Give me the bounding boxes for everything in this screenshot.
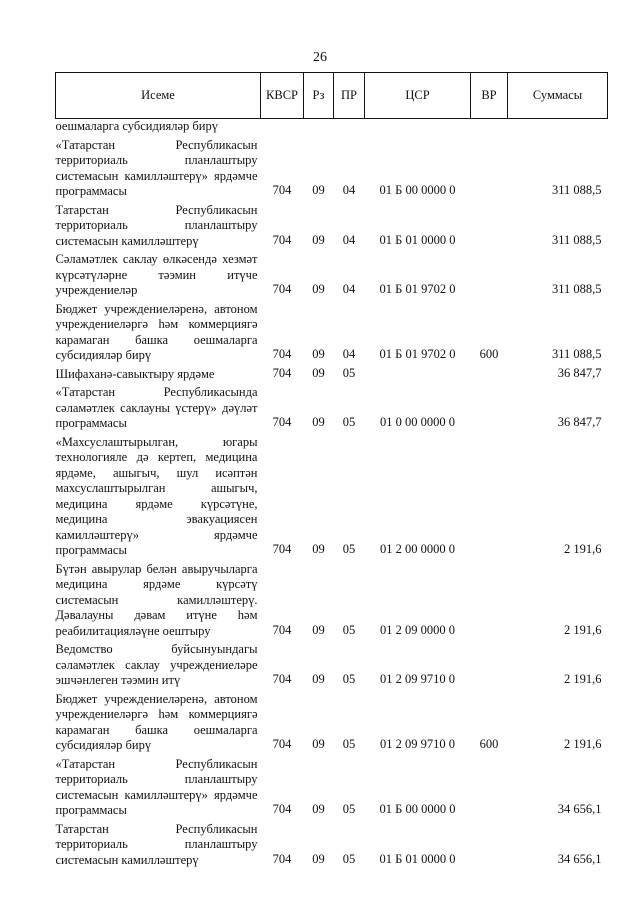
cell-name: «Татарстан Республикасын территориаль планлаштыру системасын камилләштерү» ярдәмче программасы (55, 137, 258, 198)
header-name: Исеме (56, 73, 261, 119)
cell-sum: 34 656,1 (557, 851, 602, 866)
cell-name: Татарстан Республикасын территориаль планлаштыру системасын камилләштерү (55, 202, 258, 248)
table-row (56, 135, 608, 200)
cell-rz: 09 (312, 672, 325, 686)
table-row (56, 432, 608, 559)
table-row (56, 382, 608, 432)
cell-rz: 09 (312, 415, 325, 429)
cell-sum: 2 191,6 (564, 542, 602, 556)
cell-sum: 36 847,7 (557, 415, 602, 429)
cell-name: Бюджет учреждениеләренә, автоном учреждениеләргә һәм коммерциягә карамаган башка оешмаларга субсидияләр бирү (55, 691, 258, 752)
cell-csr: 01 0 00 0000 0 (380, 415, 455, 429)
cell-sum (508, 119, 608, 135)
cell-csr: 01 2 00 0000 0 (380, 542, 455, 556)
cell-kvsr: 704 (272, 365, 292, 380)
cell-vr: 600 (479, 737, 499, 751)
cell-pr: 05 (342, 415, 356, 429)
cell-name: «Махсуслаштырылган, югары технологияле дә кертеп, медицина ярдәме, ашыгыч, шул исәптән махсуслаштырылган ашыгыч, медицина ярдәме күрсәтүне, медицина эвакуациясен камилләштерү» ярдәмче программасы (55, 434, 258, 557)
cell-vr (471, 249, 508, 299)
cell-csr: 01 Б 01 0000 0 (379, 232, 456, 247)
cell-kvsr: 704 (272, 622, 292, 637)
cell-name: «Татарстан Республикасын территориаль планлаштыру системасын камилләштерү» ярдәмче программасы (55, 756, 258, 817)
cell-csr (365, 364, 471, 383)
cell-kvsr: 704 (272, 802, 292, 816)
cell-pr: 05 (342, 851, 356, 866)
cell-kvsr: 704 (272, 415, 292, 429)
cell-pr: 04 (342, 183, 356, 197)
cell-vr (471, 432, 508, 559)
cell-rz: 09 (312, 365, 325, 380)
cell-sum: 311 088,5 (551, 347, 602, 361)
table-row (56, 200, 608, 250)
cell-pr: 04 (342, 282, 356, 296)
table-row (56, 689, 608, 754)
cell-sum: 36 847,7 (557, 365, 602, 380)
cell-sum: 311 088,5 (551, 232, 602, 247)
cell-kvsr: 704 (272, 672, 292, 686)
cell-rz: 09 (312, 851, 325, 866)
cell-rz: 09 (312, 282, 325, 296)
cell-csr: 01 Б 01 9702 0 (379, 347, 456, 361)
cell-kvsr: 704 (272, 542, 292, 556)
cell-rz (304, 119, 334, 135)
cell-name: Сәламәтлек саклау өлкәсендә хезмәт күрсәтүләрне тәэмин итүче учреждениеләр (55, 252, 258, 297)
table-row (56, 754, 608, 819)
table-header (56, 73, 608, 119)
cell-sum: 311 088,5 (551, 183, 602, 197)
cell-vr (471, 119, 508, 135)
cell-name: Татарстан Республикасын территориаль планлаштыру системасын камилләштерү (55, 821, 258, 867)
table-row (56, 819, 608, 869)
cell-vr (471, 364, 508, 383)
cell-rz: 09 (312, 232, 325, 247)
table-row (56, 249, 608, 299)
budget-table (55, 72, 608, 868)
header-kvsr: КВСР (261, 73, 304, 119)
cell-csr: 01 Б 00 0000 0 (379, 802, 456, 816)
cell-csr: 01 2 09 9710 0 (380, 737, 455, 751)
cell-rz: 09 (312, 347, 325, 361)
cell-rz: 09 (312, 737, 325, 751)
cell-name: Шифаханә-савыктыру ярдәме (55, 366, 215, 381)
cell-kvsr: 704 (272, 232, 292, 247)
cell-rz: 09 (312, 622, 325, 637)
cell-pr: 05 (342, 802, 356, 816)
header-pr: ПР (334, 73, 365, 119)
cell-name: оешмаларга субсидияләр бирү (55, 119, 218, 133)
cell-csr: 01 Б 01 0000 0 (379, 851, 456, 866)
cell-csr: 01 2 09 9710 0 (380, 672, 455, 686)
cell-pr: 04 (342, 232, 356, 247)
cell-kvsr: 704 (272, 183, 292, 197)
cell-vr (471, 200, 508, 250)
cell-kvsr: 704 (272, 347, 292, 361)
cell-pr: 05 (342, 542, 356, 556)
cell-name: Бүтән авырулар белән авыручыларга медицина ярдәме күрсәтү системасын камилләштерү. Дәвалауны дәвам итүне һәм реабилитацияләүне оештыру (55, 561, 258, 638)
cell-csr (365, 119, 471, 135)
table-body (56, 119, 608, 869)
header-csr: ЦСР (365, 73, 471, 119)
cell-vr (471, 639, 508, 689)
cell-pr: 04 (342, 347, 356, 361)
table-row (56, 364, 608, 383)
cell-name: Бюджет учреждениеләренә, автоном учреждениеләргә һәм коммерциягә карамаган башка оешмаларга субсидияләр бирү (55, 301, 258, 362)
cell-name: «Татарстан Республикасында сәламәтлек саклауны үстерү» дәүләт программасы (55, 385, 258, 430)
cell-vr (471, 135, 508, 200)
cell-rz: 09 (312, 542, 325, 556)
cell-csr: 01 Б 01 9702 0 (379, 282, 456, 296)
cell-vr: 600 (479, 347, 499, 361)
cell-kvsr (261, 119, 304, 135)
table-row (56, 639, 608, 689)
cell-kvsr: 704 (272, 851, 292, 866)
page-number: 26 (313, 50, 327, 65)
table-row (56, 299, 608, 364)
cell-name: Ведомство буйсынуындагы сәламәтлек саклау учреждениеләре эшчәнлеген тәэмин итү (55, 642, 258, 687)
cell-sum: 2 191,6 (564, 672, 602, 686)
table-row (56, 559, 608, 640)
cell-rz: 09 (312, 183, 325, 197)
cell-kvsr: 704 (272, 282, 292, 296)
cell-sum: 2 191,6 (564, 622, 602, 637)
cell-rz: 09 (312, 802, 325, 816)
header-vr: ВР (471, 73, 508, 119)
header-rz: Рз (304, 73, 334, 119)
cell-csr: 01 2 09 0000 0 (380, 622, 455, 637)
cell-csr: 01 Б 00 0000 0 (379, 183, 456, 197)
cell-vr (471, 382, 508, 432)
cell-pr: 05 (342, 365, 356, 380)
header-sum: Суммасы (508, 73, 608, 119)
table-row (56, 119, 608, 135)
cell-vr (471, 819, 508, 869)
cell-pr: 05 (342, 672, 356, 686)
cell-vr (471, 754, 508, 819)
cell-pr: 05 (342, 622, 356, 637)
cell-pr (334, 119, 365, 135)
cell-sum: 34 656,1 (557, 802, 602, 816)
cell-pr: 05 (342, 737, 356, 751)
cell-sum: 311 088,5 (551, 282, 602, 296)
cell-vr (471, 559, 508, 640)
cell-sum: 2 191,6 (564, 737, 602, 751)
cell-kvsr: 704 (272, 737, 292, 751)
